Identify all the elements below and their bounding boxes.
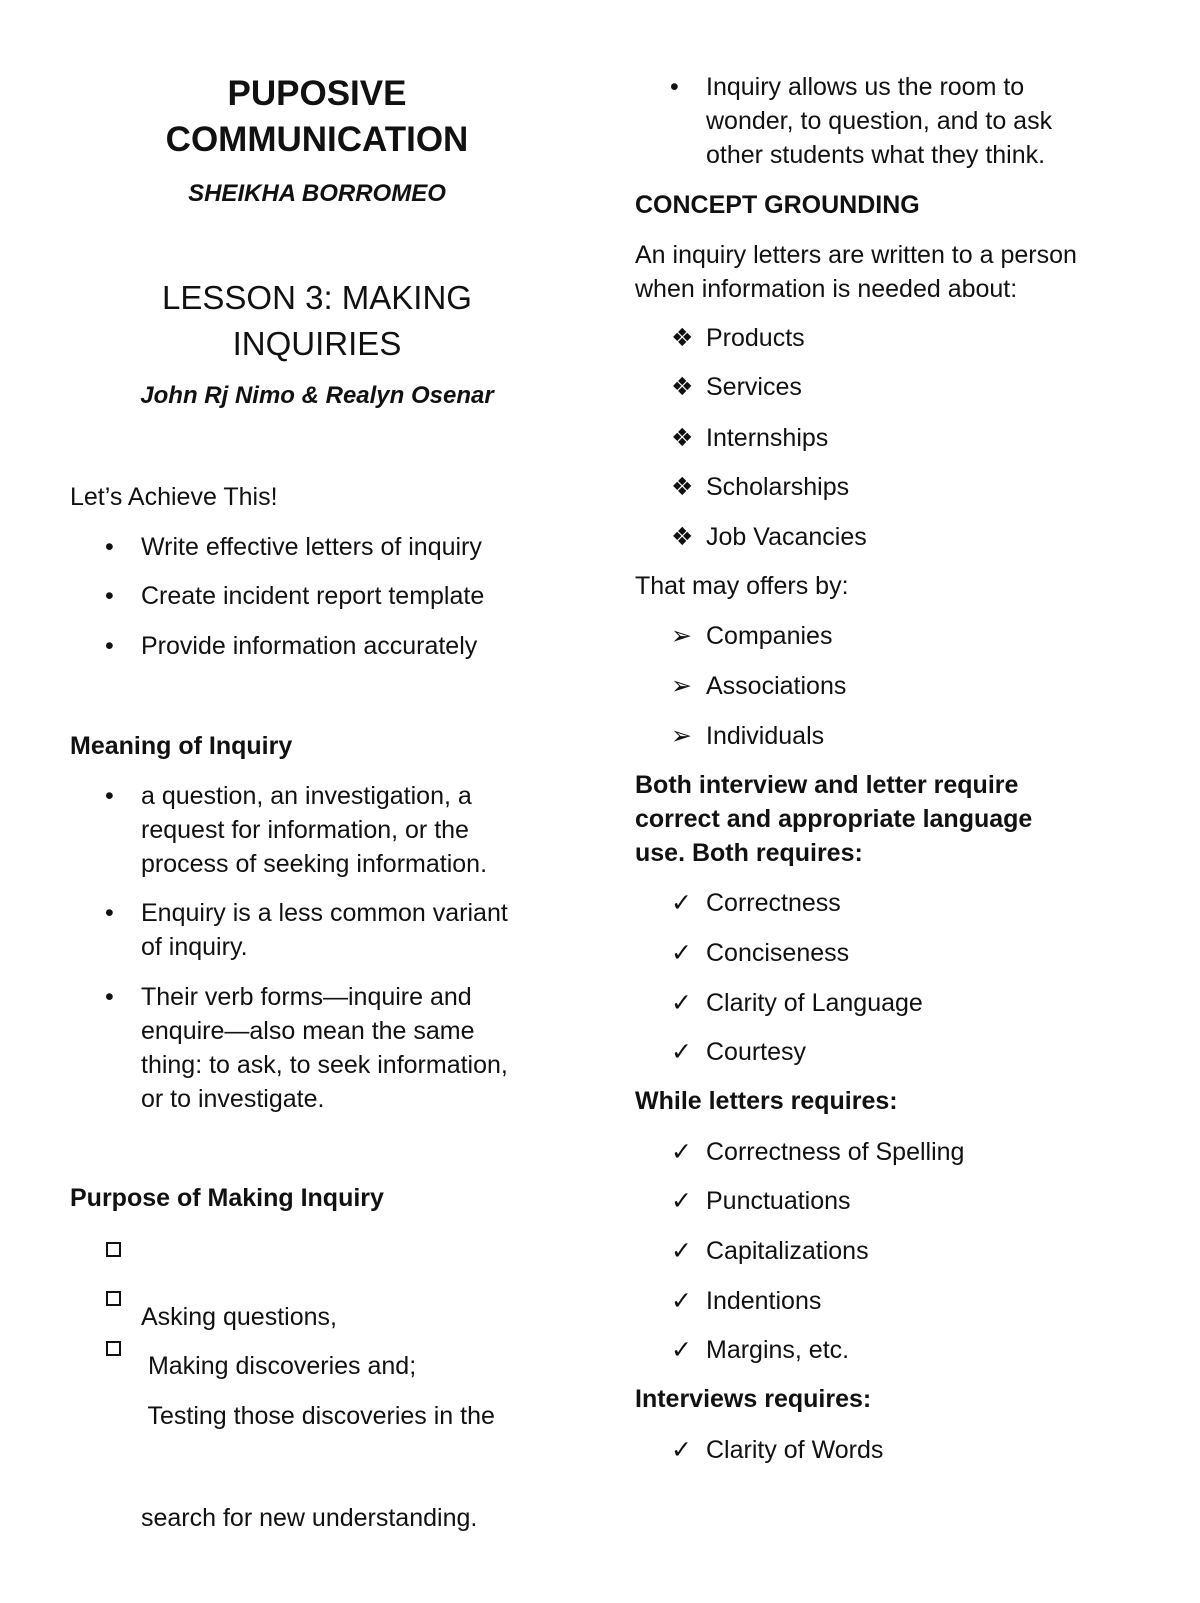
bullet-icon: • xyxy=(105,582,114,610)
check-icon: ✓ xyxy=(671,1336,692,1364)
interviews-heading: Interviews requires: xyxy=(635,1385,872,1413)
list-item-text: Scholarships xyxy=(706,473,850,501)
check-icon: ✓ xyxy=(671,1287,692,1315)
lesson-title-line1: LESSON 3: MAKING xyxy=(162,279,472,316)
list-item-text: request for information, or the xyxy=(141,816,469,844)
list-item-text: Services xyxy=(706,373,802,401)
list-item-text: Write effective letters of inquiry xyxy=(141,533,482,561)
concept-heading: CONCEPT GROUNDING xyxy=(635,191,920,219)
list-item-text: Associations xyxy=(706,672,847,700)
diamond-bullet-icon: ❖ xyxy=(671,523,694,551)
checkbox-outline-icon xyxy=(106,1242,121,1257)
list-item-text: Internships xyxy=(706,424,829,452)
purpose-heading: Purpose of Making Inquiry xyxy=(70,1184,384,1212)
list-item-text: of inquiry. xyxy=(141,933,248,961)
list-item-text: Create incident report template xyxy=(141,582,485,610)
list-item-text: Inquiry allows us the room to xyxy=(706,73,1025,101)
list-item-text: Punctuations xyxy=(706,1187,851,1215)
list-item-text: Conciseness xyxy=(706,939,850,967)
bullet-icon: • xyxy=(105,899,114,927)
list-item-text: Clarity of Language xyxy=(706,989,923,1017)
list-item-text: Capitalizations xyxy=(706,1237,869,1265)
list-item-text: Companies xyxy=(706,622,833,650)
list-item-text: Indentions xyxy=(706,1287,822,1315)
list-item-text: Courtesy xyxy=(706,1038,807,1066)
check-icon: ✓ xyxy=(671,939,692,967)
lesson-title-line2: INQUIRIES xyxy=(232,325,402,362)
diamond-bullet-icon: ❖ xyxy=(671,424,694,452)
checkbox-outline-icon xyxy=(106,1291,121,1306)
list-item-text: Making discoveries and; xyxy=(141,1352,417,1380)
list-item-text: wonder, to question, and to ask xyxy=(706,107,1053,135)
concept-text-line: An inquiry letters are written to a person xyxy=(635,241,1077,269)
both-heading xyxy=(635,768,1032,870)
list-item-text: or to investigate. xyxy=(141,1085,325,1113)
bullet-icon: • xyxy=(105,983,114,1011)
offers-text: That may offers by: xyxy=(635,572,849,600)
arrow-bullet-icon: ➢ xyxy=(671,672,692,700)
letters-heading: While letters requires: xyxy=(635,1087,898,1115)
list-item-text: process of seeking information. xyxy=(141,850,488,878)
list-item-text: thing: to ask, to seek information, xyxy=(141,1051,508,1079)
check-icon: ✓ xyxy=(671,989,692,1017)
document-title-line2: COMMUNICATION xyxy=(165,120,469,159)
list-item-text: Provide information accurately xyxy=(141,632,478,660)
list-item-text: Individuals xyxy=(706,722,825,750)
document-title-line1: PUPOSIVE xyxy=(227,74,407,113)
check-icon: ✓ xyxy=(671,1138,692,1166)
list-item-text: Asking questions, xyxy=(141,1303,337,1331)
list-item-text: Products xyxy=(706,324,805,352)
checkbox-outline-icon xyxy=(106,1341,121,1356)
list-item-text: Correctness of Spelling xyxy=(706,1138,965,1166)
bullet-icon: • xyxy=(105,632,114,660)
concept-text xyxy=(635,238,1077,306)
check-icon: ✓ xyxy=(671,1436,692,1464)
list-item-text: Their verb forms—inquire and xyxy=(141,983,472,1011)
check-icon: ✓ xyxy=(671,1038,692,1066)
list-item-text: Margins, etc. xyxy=(706,1336,850,1364)
bullet-icon: • xyxy=(105,533,114,561)
check-icon: ✓ xyxy=(671,889,692,917)
concept-text-line: when information is needed about: xyxy=(635,275,1018,303)
diamond-bullet-icon: ❖ xyxy=(671,324,694,352)
both-heading-line: Both interview and letter require xyxy=(635,771,1019,799)
arrow-bullet-icon: ➢ xyxy=(671,722,692,750)
meaning-heading: Meaning of Inquiry xyxy=(70,732,293,760)
author-name: SHEIKHA BORROMEO xyxy=(188,180,446,207)
both-heading-line: use. Both requires: xyxy=(635,839,863,867)
list-item-text: a question, an investigation, a xyxy=(141,782,472,810)
check-icon: ✓ xyxy=(671,1187,692,1215)
list-item-text: enquire—also mean the same xyxy=(141,1017,475,1045)
presenters: John Rj Nimo & Realyn Osenar xyxy=(140,382,494,409)
arrow-bullet-icon: ➢ xyxy=(671,622,692,650)
bullet-icon: • xyxy=(105,782,114,810)
list-item-text: Testing those discoveries in the xyxy=(141,1402,495,1430)
list-item-text: search for new understanding. xyxy=(141,1504,478,1532)
diamond-bullet-icon: ❖ xyxy=(671,373,694,401)
list-item-text: Correctness xyxy=(706,889,841,917)
list-item-text: Clarity of Words xyxy=(706,1436,884,1464)
diamond-bullet-icon: ❖ xyxy=(671,473,694,501)
both-heading-line: correct and appropriate language xyxy=(635,805,1033,833)
check-icon: ✓ xyxy=(671,1237,692,1265)
list-item-text: other students what they think. xyxy=(706,141,1046,169)
list-item-text: Enquiry is a less common variant xyxy=(141,899,508,927)
achieve-heading: Let’s Achieve This! xyxy=(70,483,278,511)
list-item-text: Job Vacancies xyxy=(706,523,867,551)
bullet-icon: • xyxy=(670,73,679,101)
